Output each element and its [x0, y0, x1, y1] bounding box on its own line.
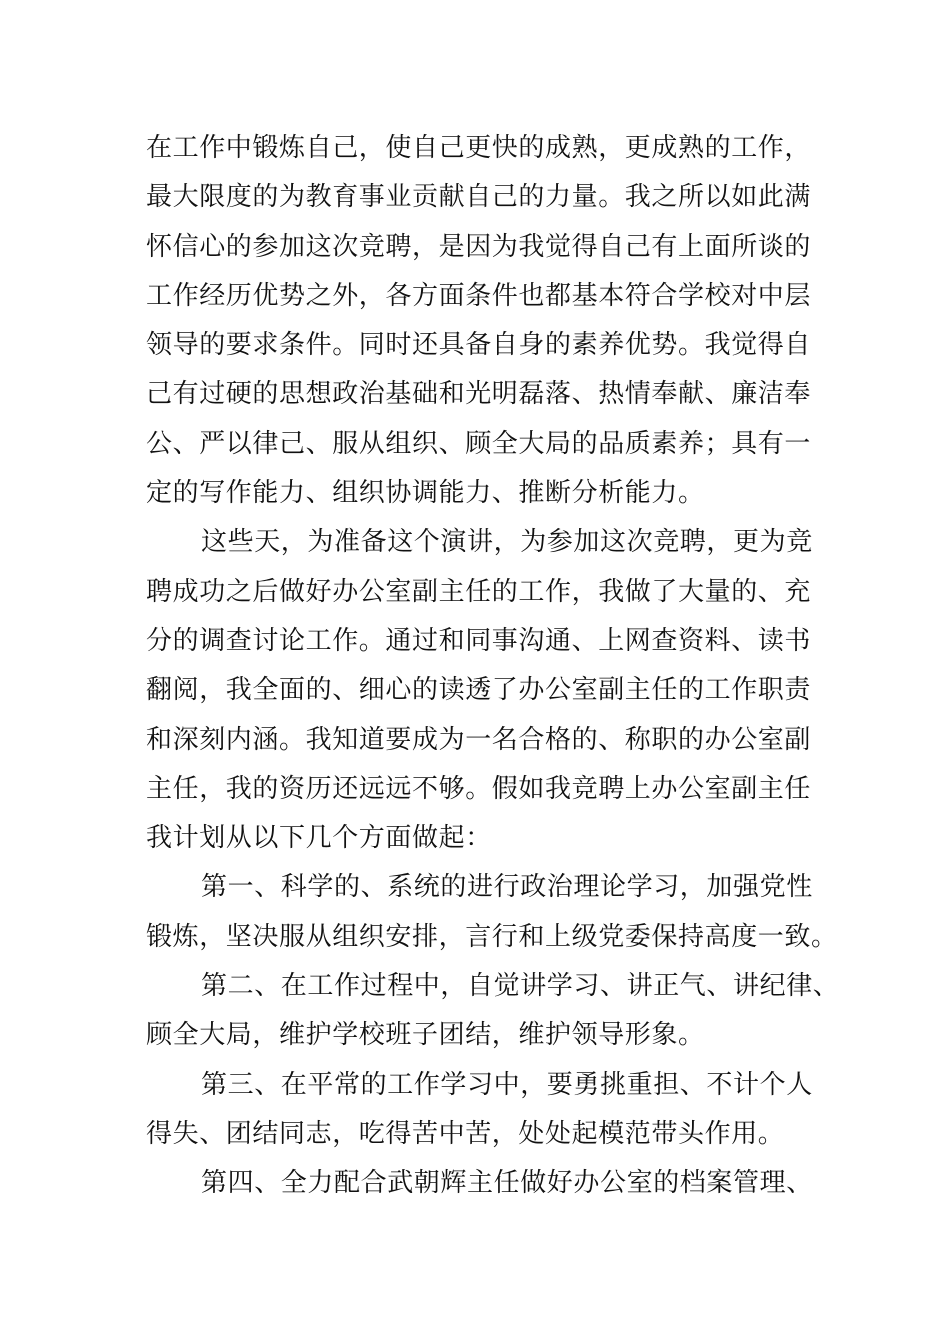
- text-line: 领导的要求条件。同时还具备自身的素养优势。我觉得自: [146, 330, 812, 361]
- text-line: 怀信心的参加这次竞聘，是因为我觉得自己有上面所谈的: [146, 231, 812, 262]
- text-line: 翻阅，我全面的、细心的读透了办公室副主任的工作职责: [146, 675, 812, 706]
- text-line: 分的调查讨论工作。通过和同事沟通、上网查资料、读书: [146, 625, 812, 656]
- paragraph-start-line: 这些天，为准备这个演讲，为参加这次竞聘，更为竞: [201, 527, 813, 558]
- document-body: [146, 124, 840, 1209]
- text-line: 和深刻内涵。我知道要成为一名合格的、称职的办公室副: [146, 724, 812, 755]
- text-line: 聘成功之后做好办公室副主任的工作，我做了大量的、充: [146, 576, 812, 607]
- text-line: 我计划从以下几个方面做起：: [146, 823, 492, 854]
- text-line: 己有过硬的思想政治基础和光明磊落、热情奉献、廉洁奉: [146, 379, 812, 410]
- text-line: 主任，我的资历还远远不够。假如我竞聘上办公室副主任: [146, 773, 812, 804]
- paragraph-start-line: 第一、科学的、系统的进行政治理论学习，加强党性: [201, 872, 813, 903]
- text-line: 得失、团结同志，吃得苦中苦，处处起模范带头作用。: [146, 1118, 785, 1149]
- text-line: 最大限度的为教育事业贡献自己的力量。我之所以如此满: [146, 182, 812, 213]
- text-line: 顾全大局，维护学校班子团结，维护领导形象。: [146, 1020, 705, 1051]
- paragraph-start-line: 第二、在工作过程中，自觉讲学习、讲正气、讲纪律、: [201, 971, 840, 1002]
- paragraph-start-line: 第三、在平常的工作学习中，要勇挑重担、不计个人: [201, 1069, 813, 1100]
- text-line: 工作经历优势之外，各方面条件也都基本符合学校对中层: [146, 280, 812, 311]
- text-line: 公、严以律己、服从组织、顾全大局的品质素养；具有一: [146, 428, 812, 459]
- paragraph-start-line: 第四、全力配合武朝辉主任做好办公室的档案管理、: [201, 1168, 813, 1199]
- text-line: 在工作中锻炼自己，使自己更快的成熟，更成熟的工作，: [146, 133, 812, 163]
- text-line: 锻炼，坚决服从组织安排，言行和上级党委保持高度一致。: [146, 921, 838, 952]
- text-line: 定的写作能力、组织协调能力、推断分析能力。: [146, 478, 705, 509]
